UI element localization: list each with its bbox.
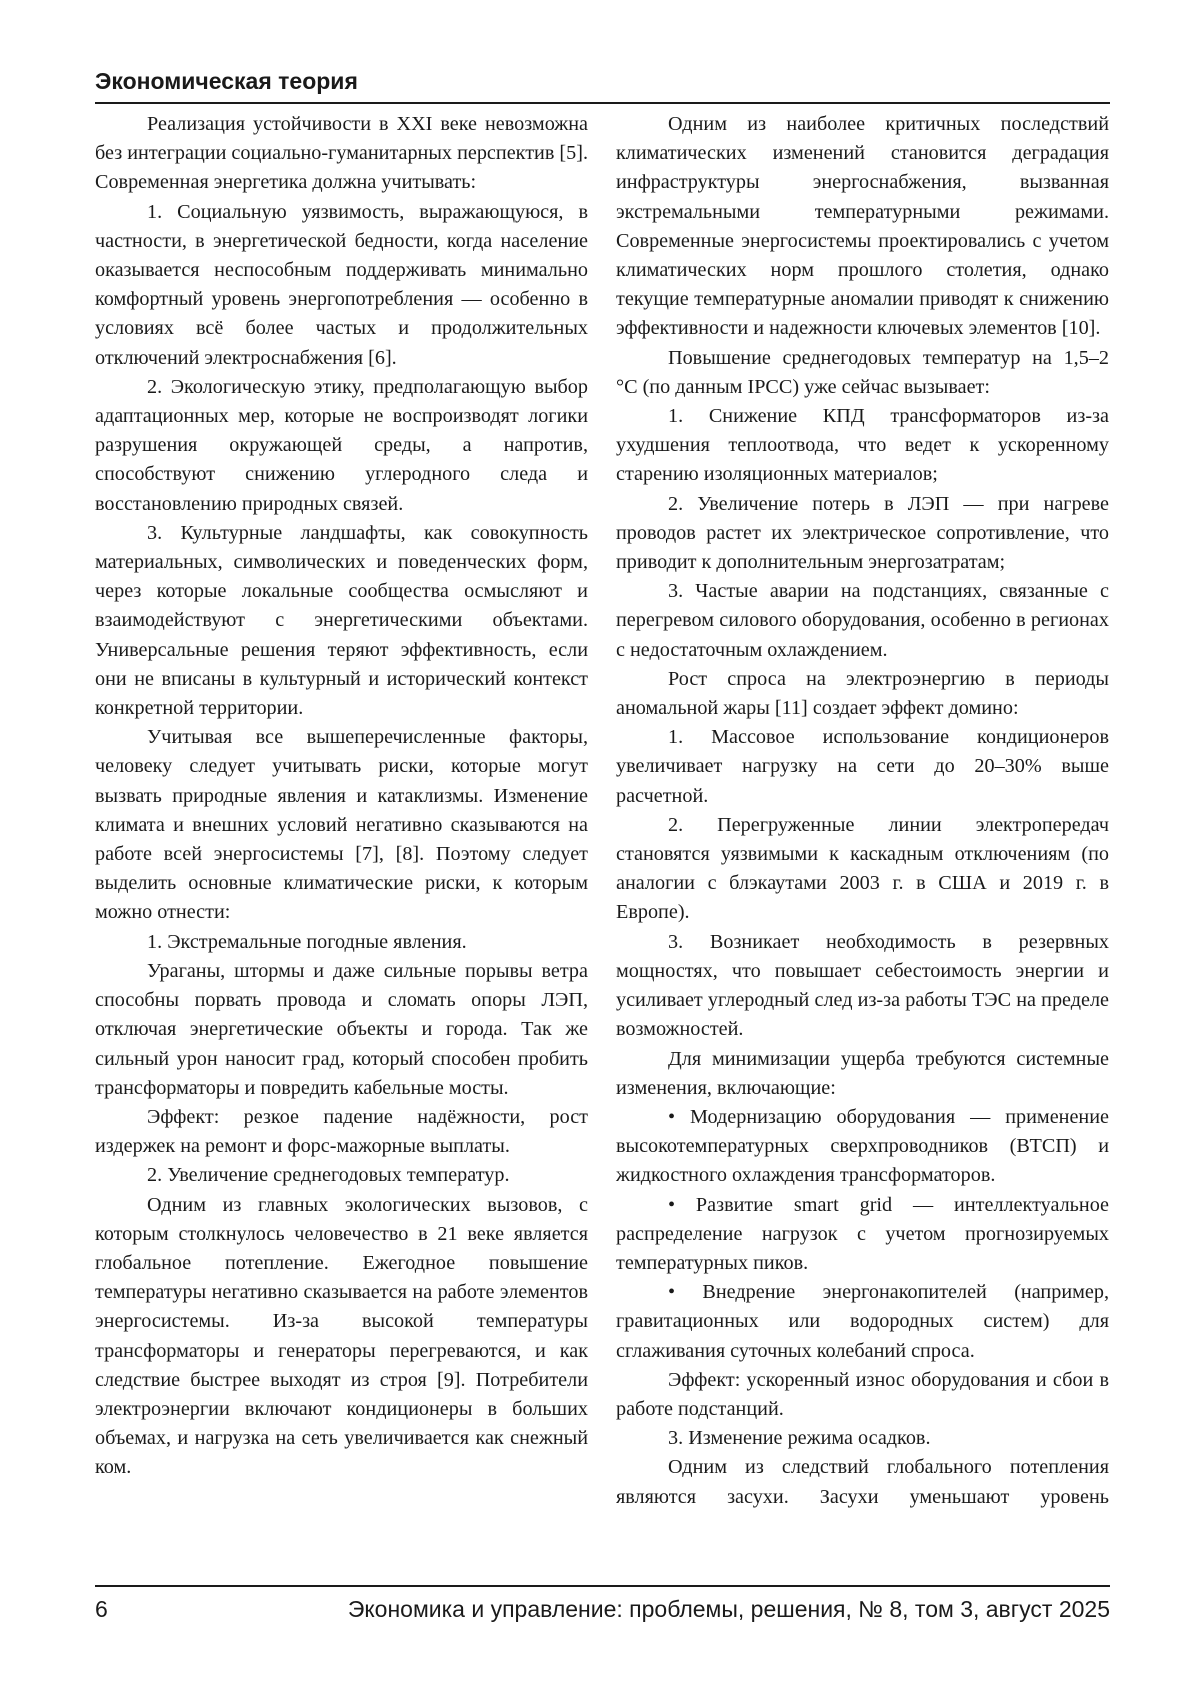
footer-rule [95,1585,1110,1587]
paragraph: 3. Изменение режима осадков. [668,1427,931,1450]
paragraph: Ураганы, штормы и даже сильные порывы ветра способны порвать провода и сломать опоры ЛЭП, отключая энергетические объекты и города. Так же сильный урон наносит град, который способен пробить трансформаторы и повредить кабельные мосты. [95,959,588,1099]
paragraph: Одним из наиболее критичных последствий климатических изменений становится деградация инфраструктуры энергоснабжения, вызванная экстремальными температурными режимами. Современные энергосистемы проектировались с учетом климатических норм прошлого столетия, однако текущие температурные аномалии приводят к снижению эффективности и надежности ключевых элементов [10]. [616,113,1109,340]
paragraph: • Развитие smart grid — интеллектуальное распределение нагрузок с учетом прогнозируемых температурных пиков. [616,1193,1109,1274]
paragraph: 2. Перегруженные линии электропередач становятся уязвимыми к каскадным отключениям (по аналогии с блэкаутами 2003 г. в США и 2019 г. в Европе). [616,813,1109,924]
paragraph: • Внедрение энергонакопителей (например, гравитационных или водородных систем) для сглаживания суточных колебаний спроса. [616,1281,1109,1362]
header-rule [95,102,1110,104]
paragraph: Повышение среднегодовых температур на 1,5–2 °C (по данным IPCC) уже сейчас вызывает: [616,346,1109,398]
paragraph: 1. Снижение КПД трансформаторов из-за ухудшения теплоотвода, что ведет к ускоренному старению изоляционных материалов; [616,405,1109,486]
paragraph: • Модернизацию оборудования — применение высокотемпературных сверхпроводников (ВТСП) и жидкостного охлаждения трансформаторов. [616,1105,1109,1187]
paragraph: Для минимизации ущерба требуются системные изменения, включающие: [616,1047,1109,1099]
paragraph: 2. Увеличение среднегодовых температур. [147,1164,510,1187]
page-number: 6 [95,1596,108,1622]
right-column [616,110,1109,1512]
paragraph: Одним из следствий глобального потепления являются засухи. Засухи уменьшают уровень [616,1456,1109,1508]
paragraph: 2. Экологическую этику, предполагающую выбор адаптационных мер, которые не воспроизводят логики разрушения окружающей среды, а напротив, способствуют снижению углеродного следа и восстановлению природных связей. [95,375,588,515]
paragraph: 3. Культурные ландшафты, как совокупность материальных, символических и поведенческих форм, через которые локальные сообщества осмысляют и взаимодействуют с энергетическими объектами. Универсальные решения теряют эффективность, если они не вписаны в культурный и исторический контекст конкретной территории. [95,521,588,720]
paragraph: 3. Возникает необходимость в резервных мощностях, что повышает себестоимость энергии и усиливает углеродный след из-за работы ТЭС на пределе возможностей. [616,930,1109,1041]
paragraph: Рост спроса на электроэнергию в периоды аномальной жары [11] создает эффект домино: [616,667,1109,720]
paragraph: Учитывая все вышеперечисленные факторы, человеку следует учитывать риски, которые могут вызвать природные явления и катаклизмы. Изменение климата и внешних условий негативно сказываются на работе всей энергосистемы [7], [8]. Поэтому следует выделить основные климатические риски, к которым можно отнести: [95,726,588,924]
paragraph: 1. Массовое использование кондиционеров увеличивает нагрузку на сети до 20–30% выше расчетной. [616,726,1109,807]
journal-info: Экономика и управление: проблемы, решения, № 8, том 3, август 2025 [347,1596,1110,1622]
paragraph: 1. Экстремальные погодные явления. [147,930,467,953]
paragraph: Эффект: ускоренный износ оборудования и сбои в работе подстанций. [616,1368,1109,1420]
paragraph: 1. Социальную уязвимость, выражающуюся, в частности, в энергетической бедности, когда население оказывается неспособным поддерживать минимально комфортный уровень энергопотребления — особенно в условиях всё более частых и продолжительных отключений электроснабжения [6]. [95,200,588,369]
paragraph: 2. Увеличение потерь в ЛЭП — при нагреве проводов растет их электрическое сопротивление, что приводит к дополнительным энергозатратам; [616,492,1109,574]
paragraph: Реализация устойчивости в XXI веке невозможна без интеграции социально-гуманитарных перспектив [5]. Современная энергетика должна учитывать: [95,113,588,194]
page-footer [95,1591,1110,1627]
section-title: Экономическая теория [95,68,358,94]
paragraph: Одним из главных экологических вызовов, с которым столкнулось человечество в 21 веке является глобальное потепление. Ежегодное повышение температуры негативно сказывается на работе элементов энергосистемы. Из-за высокой температуры трансформаторы и генераторы перегреваются, и как следствие быстрее выходят из строя [9]. Потребители электроэнергии включают кондиционеры в больших объемах, и нагрузка на сеть увеличивается как снежный ком. [95,1193,588,1479]
paragraph: Эффект: резкое падение надёжности, рост издержек на ремонт и форс-мажорные выплаты. [95,1105,588,1158]
left-column [95,110,588,1483]
paragraph: 3. Частые аварии на подстанциях, связанные с перегревом силового оборудования, особенно в регионах с недостаточным охлаждением. [616,580,1109,661]
